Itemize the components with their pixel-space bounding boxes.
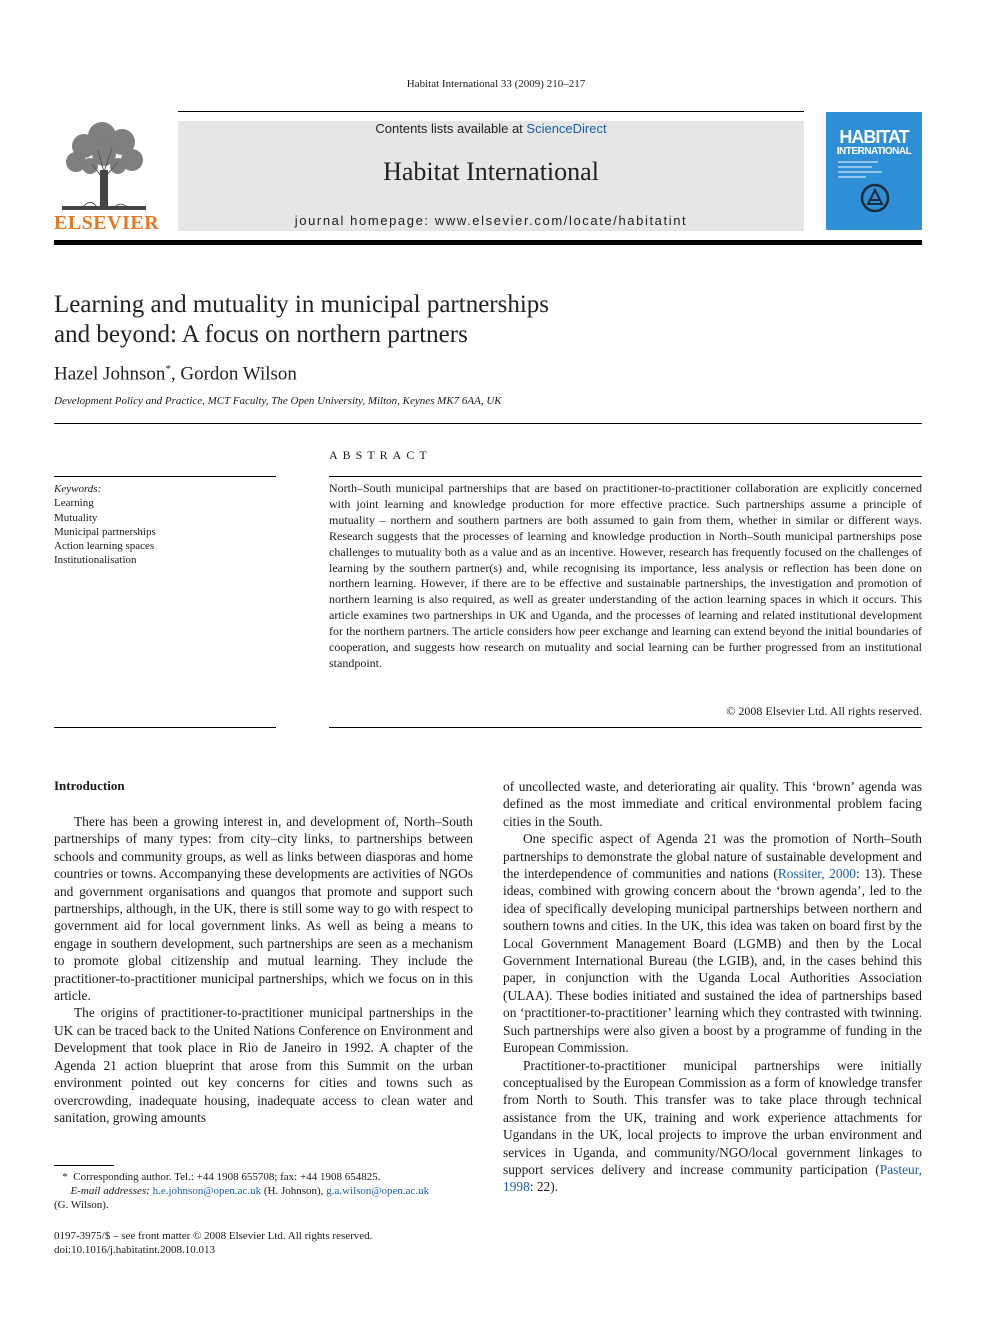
reference-link-rossiter[interactable]: Rossiter, 2000 xyxy=(777,866,857,882)
keywords-box xyxy=(54,482,276,568)
body-paragraph xyxy=(503,830,922,1056)
doi-link[interactable]: doi:10.1016/j.habitatint.2008.10.013 xyxy=(54,1244,216,1256)
abstract-bottom-rule xyxy=(329,727,922,728)
keywords-heading: Keywords: xyxy=(54,483,102,495)
keywords-bottom-rule xyxy=(54,727,276,728)
front-matter xyxy=(54,1229,484,1257)
footnote-corresponding xyxy=(54,1170,484,1184)
email-owner-2: (G. Wilson). xyxy=(54,1199,109,1211)
paragraph-text: Practitioner-to-practitioner municipal partnerships were initially conceptualised by the European Commission as a form of knowledge transfer from North to South. This transfer was to take place through technical assistance from the UK, training and work experience attachments for Ugandans in the UK, local projects to improve the urban environment and services in Uganda, and community/NGO/local government linkages to support services delivery and increase community participation ( xyxy=(503,1057,922,1177)
journal-citation: Habitat International 33 (2009) 210–217 xyxy=(406,78,586,90)
body-column-left xyxy=(54,813,473,1126)
author-separator: , xyxy=(170,363,181,385)
article-title-line2: and beyond: A focus on northern partners xyxy=(54,321,468,348)
email-label: E-mail addresses: xyxy=(70,1185,150,1197)
body-paragraph: There has been a growing interest in, and development of, North–South partnerships of many types: from city–city links, to partnerships between schools and community groups, as well as links between diasporas and home countries or towns. Accompanying these developments are activities of NGOs and government organisations and quangos that promote and support such partnerships, although, in the UK, there is still some way to go with respect to government aid for local government links. As well as being a means to engage in southern development, such partnerships are seen as a mechanism to promote global citizenship and mutual learning. They include the practitioner-to-practitioner municipal partnerships, which we focus on in this article. xyxy=(54,814,473,1004)
body-paragraph: The origins of practitioner-to-practitioner municipal partnerships in the UK can be traced back to the United Nations Conference on Environment and Development that took place in Rio de Janeiro in 1992. A chapter of the Agenda 21 action blueprint that arose from this Summit on the urban environment pointed out key concerns for cities and towns such as overcrowding, inadequate housing, inadequate access to clean water and sanitation, growing amounts xyxy=(54,1005,473,1125)
footnote-contact: Corresponding author. Tel.: +44 1908 655708; fax: +44 1908 654825. xyxy=(73,1171,381,1183)
cover-text-lines xyxy=(838,160,888,180)
keywords-top-rule xyxy=(54,476,276,477)
article-title xyxy=(54,290,754,350)
author-1[interactable]: Hazel Johnson xyxy=(54,363,166,385)
body-paragraph-continued: of uncollected waste, and deteriorating air quality. This ‘brown’ agenda was defined as the most immediate and critical environmental problem facing cities in the South. xyxy=(503,779,922,829)
elsevier-wordmark: ELSEVIER xyxy=(54,212,160,234)
footnote-emails xyxy=(54,1184,484,1198)
reference-link-pasteur[interactable]: Pasteur, 1998 xyxy=(503,1161,922,1195)
author-list xyxy=(54,363,654,385)
keyword-item: Action learning spaces xyxy=(54,540,155,553)
body-paragraph xyxy=(503,1057,922,1196)
sciencedirect-link[interactable]: ScienceDirect xyxy=(526,121,607,136)
keyword-item: Municipal partnerships xyxy=(54,525,156,538)
email-link-johnson[interactable]: h.e.johnson@open.ac.uk xyxy=(152,1185,262,1197)
corresponding-author-mark[interactable]: * xyxy=(165,363,171,375)
abstract-text: North–South municipal partnerships that are based on practitioner-to-practitioner collaboration are explicitly concerned with joint learning and knowledge production for more effective practice. Such partnerships assume a principle of mutuality – northern and southern partners are both assumed to gain from them, whether in similar or different ways. Research suggests that the processes of learning and knowledge production in North–South municipal partnerships pose challenges to mutuality both as a value and as an incentive. However, research has frequently focused on the challenges of learning by the southern partner(s) and, while recognising its importance, less analysis or reflection has been done on northern learning. However, if there are to be effective and sustainable partnerships, the investigation and promotion of northern learning is also required, as well as greater understanding of the action learning spaces in which it occurs. This article examines two partnerships in UK and Uganda, and the processes of learning and related institutional development for the northern partners. The article considers how peer exchange and learning can extend beyond the initial boundaries of cooperation, and suggests how research on mutuality and social learning can be further progressed from an institutional standpoint. xyxy=(329,481,922,670)
cover-emblem-icon xyxy=(860,183,890,213)
contents-prefix: Contents lists available at xyxy=(375,121,527,136)
journal-homepage-link[interactable]: journal homepage: www.elsevier.com/locate/habitatint xyxy=(294,213,688,228)
paragraph-text: : 13). These ideas, combined with growing concern about the ‘brown agenda’, led to the idea of specifically developing municipal partnerships between northern and southern towns and cities. In the UK, this idea was taken on board first by the Local Government Management Board (LGMB) and then by the Local Government International Bureau (the LGIB), and, in the cases behind this paper, in conjunction with the Uganda Local Authorities Association (ULAA). These bodies initiated and sustained the idea of partnerships based on ‘practitioner-to-practitioner’ learning which they contrasted with twinning. Such partnerships were also given a boost by a programme of funding in the European Commission. xyxy=(503,866,922,1056)
article-title-line1: Learning and mutuality in municipal partnerships xyxy=(54,291,550,318)
abstract-top-rule xyxy=(329,476,922,477)
cover-title-line1: HABITAT xyxy=(839,127,909,147)
issn-line: 0197-3975/$ – see front matter © 2008 Elsevier Ltd. All rights reserved. xyxy=(54,1230,373,1242)
contents-line xyxy=(178,121,804,136)
footnote-mark: * xyxy=(62,1171,68,1183)
email-link-wilson[interactable]: g.a.wilson@open.ac.uk xyxy=(326,1185,430,1197)
paragraph-text: One specific aspect of Agenda 21 was the promotion of North–South partnerships to demonstrate the global nature of sustainable development and the interdependence of communities and nations ( xyxy=(503,831,922,882)
section-heading-introduction: Introduction xyxy=(54,778,125,793)
keyword-item: Institutionalisation xyxy=(54,554,137,567)
email-owner: (H. Johnson), xyxy=(261,1185,327,1197)
paragraph-text: : 22). xyxy=(529,1179,559,1195)
footnote xyxy=(54,1170,484,1212)
cover-title-line2: INTERNATIONAL xyxy=(836,146,912,157)
body-column-right xyxy=(503,778,922,1196)
title-block-rule xyxy=(54,423,922,424)
author-2[interactable]: Gordon Wilson xyxy=(180,363,297,385)
affiliation: Development Policy and Practice, MCT Faculty, The Open University, Milton, Keynes MK7 6AA, UK xyxy=(54,395,502,407)
header-thick-rule xyxy=(54,240,922,245)
footnote-rule xyxy=(54,1165,114,1166)
keyword-item: Learning xyxy=(54,497,94,510)
keyword-item: Mutuality xyxy=(54,511,98,524)
header-rule xyxy=(178,111,804,112)
abstract-copyright: © 2008 Elsevier Ltd. All rights reserved. xyxy=(726,704,922,718)
abstract-heading: ABSTRACT xyxy=(329,448,432,462)
journal-title: Habitat International xyxy=(383,157,599,186)
